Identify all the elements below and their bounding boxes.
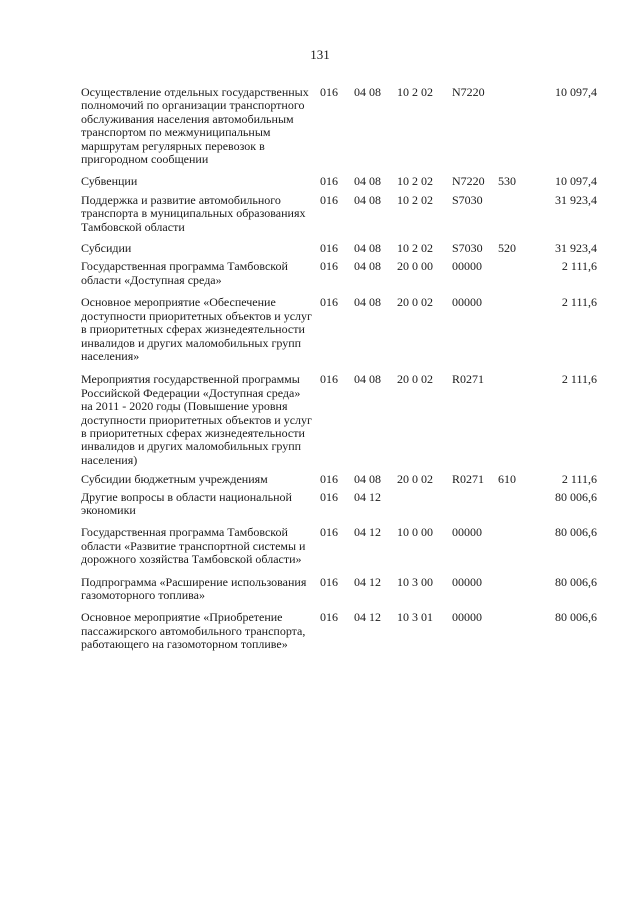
row-direction-code: S7030: [452, 192, 483, 207]
row-grbs-code: 016: [320, 192, 338, 207]
row-name: Субсидии бюджетным учреждениям: [81, 472, 268, 487]
row-sum: 80 006,6: [555, 525, 597, 540]
row-section-code: 04 12: [354, 610, 381, 625]
row-name: Государственная программа Тамбовской области «Развитие транспортной системы и дорожного хозяйства Тамбовской области»: [81, 525, 306, 567]
row-sum: 80 006,6: [555, 574, 597, 589]
row-name: Другие вопросы в области национальной экономики: [81, 489, 292, 517]
row-grbs-code: 016: [320, 85, 338, 99]
row-sum: 80 006,6: [555, 610, 597, 625]
row-sum: 10 097,4: [555, 174, 597, 189]
row-program-code: 10 3 00: [397, 574, 433, 589]
table-row: [0, 373, 640, 467]
row-program-code: 10 0 00: [397, 525, 433, 540]
row-program-code: 10 3 01: [397, 610, 433, 625]
row-name: Мероприятия государственной программы Российской Федерации «Доступная среда» на 2011 - 2020 годы (Повышение уровня доступности приоритетных объектов и услуг в приоритетных сферах жизнедеятельности инвалидов и других маломобильных групп населения): [81, 372, 312, 467]
row-section-code: 04 08: [354, 241, 381, 256]
row-expense-type: 530: [498, 174, 516, 189]
row-grbs-code: 016: [320, 574, 338, 589]
row-direction-code: 00000: [452, 574, 482, 589]
row-direction-code: S7030: [452, 241, 483, 256]
table-row: [0, 611, 640, 651]
row-sum: 31 923,4: [555, 192, 597, 207]
row-sum: 2 111,6: [561, 259, 597, 274]
table-row: [0, 576, 640, 603]
row-sum: 80 006,6: [555, 489, 597, 504]
table-row: [0, 491, 640, 518]
row-sum: 2 111,6: [561, 295, 597, 310]
row-direction-code: 00000: [452, 259, 482, 274]
row-name: Государственная программа Тамбовской области «Доступная среда»: [81, 259, 288, 287]
row-direction-code: 00000: [452, 525, 482, 540]
row-expense-type: 520: [498, 241, 516, 256]
row-direction-code: 00000: [452, 295, 482, 310]
row-program-code: 10 2 02: [397, 174, 433, 189]
row-grbs-code: 016: [320, 174, 338, 189]
row-grbs-code: 016: [320, 372, 338, 387]
table-row: [0, 86, 640, 166]
table-row: [0, 194, 640, 234]
row-section-code: 04 08: [354, 372, 381, 387]
table-row: [0, 175, 640, 188]
row-direction-code: N7220: [452, 85, 485, 99]
row-program-code: 10 2 02: [397, 192, 433, 207]
row-section-code: 04 12: [354, 489, 381, 504]
table-row: [0, 526, 640, 566]
row-section-code: 04 12: [354, 525, 381, 540]
row-name: Основное мероприятие «Приобретение пассажирского автомобильного транспорта, работающего на газомоторном топливе»: [81, 610, 306, 652]
row-sum: 31 923,4: [555, 241, 597, 256]
row-section-code: 04 12: [354, 574, 381, 589]
row-name: Субсидии: [81, 241, 132, 256]
row-section-code: 04 08: [354, 295, 381, 310]
row-name: Основное мероприятие «Обеспечение доступности приоритетных объектов и услуг в приоритетных сферах жизнедеятельности инвалидов и других маломобильных групп населения»: [81, 295, 312, 363]
row-section-code: 04 08: [354, 192, 381, 207]
table-row: [0, 296, 640, 363]
row-name: Субвенции: [81, 174, 138, 189]
row-name: Осуществление отдельных государственных полномочий по организации транспортного обслуживания населения автомобильным транспортом по межмуниципальным маршрутам регулярных перевозок в пригородном сообщении: [81, 85, 309, 167]
page-number: 131: [310, 47, 330, 62]
row-program-code: 20 0 02: [397, 295, 433, 310]
row-program-code: 10 2 02: [397, 85, 433, 99]
row-direction-code: N7220: [452, 174, 485, 189]
row-sum: 2 111,6: [561, 372, 597, 387]
row-program-code: 20 0 00: [397, 259, 433, 274]
row-grbs-code: 016: [320, 610, 338, 625]
row-section-code: 04 08: [354, 85, 381, 99]
row-grbs-code: 016: [320, 525, 338, 540]
table-row: [0, 473, 640, 486]
budget-table: [0, 86, 640, 652]
table-row: [0, 260, 640, 287]
row-grbs-code: 016: [320, 489, 338, 504]
row-direction-code: R0271: [452, 372, 485, 387]
row-name: Подпрограмма «Расширение использования газомоторного топлива»: [81, 574, 307, 602]
row-program-code: 20 0 02: [397, 472, 433, 487]
row-section-code: 04 08: [354, 472, 381, 487]
row-grbs-code: 016: [320, 241, 338, 256]
row-direction-code: 00000: [452, 610, 482, 625]
row-program-code: 20 0 02: [397, 372, 433, 387]
row-expense-type: 610: [498, 472, 516, 487]
row-program-code: 10 2 02: [397, 241, 433, 256]
row-section-code: 04 08: [354, 259, 381, 274]
row-grbs-code: 016: [320, 259, 338, 274]
table-row: [0, 242, 640, 255]
row-grbs-code: 016: [320, 472, 338, 487]
row-section-code: 04 08: [354, 174, 381, 189]
row-sum: 2 111,6: [561, 472, 597, 487]
row-sum: 10 097,4: [555, 85, 597, 99]
row-name: Поддержка и развитие автомобильного транспорта в муниципальных образованиях Тамбовской области: [81, 192, 306, 234]
row-grbs-code: 016: [320, 295, 338, 310]
row-direction-code: R0271: [452, 472, 485, 487]
